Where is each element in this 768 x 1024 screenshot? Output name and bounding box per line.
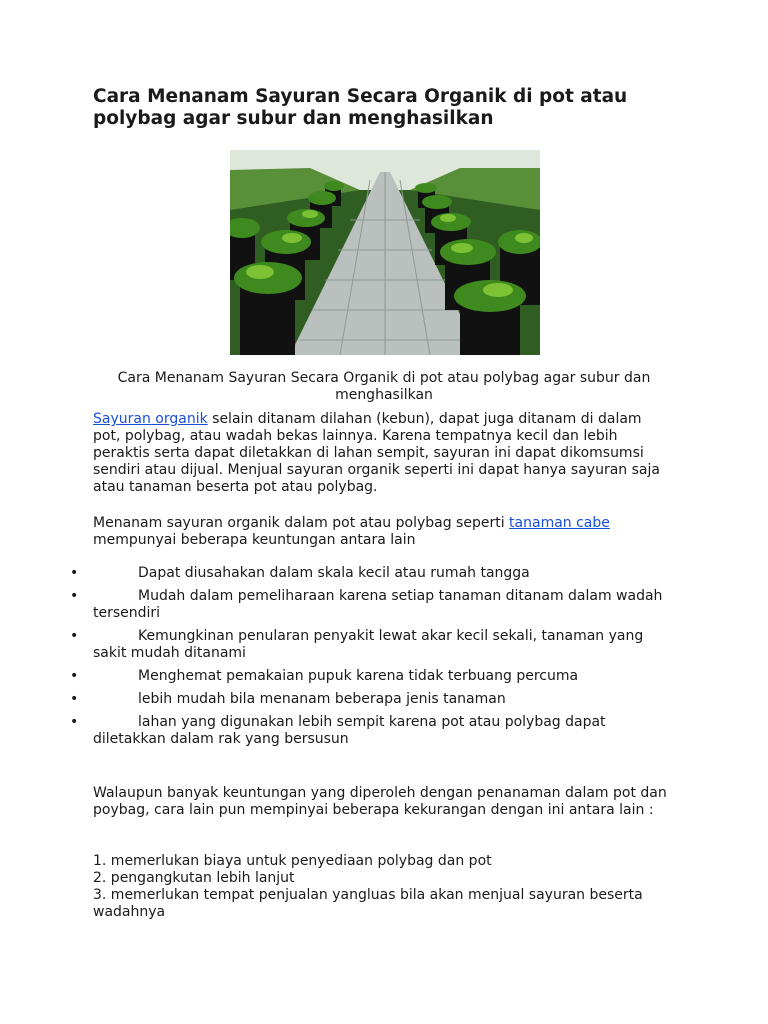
benefits-intro-text: Menanam sayuran organik dalam pot atau polybag seperti [93, 515, 510, 531]
benefits-list [70, 565, 670, 754]
intro-paragraph [93, 411, 668, 496]
bullet-icon: • [70, 565, 79, 581]
drawbacks-intro-paragraph: Walaupun banyak keuntungan yang diperoleh dengan penanaman dalam pot dan poybag, cara lain pun mempinyai beberapa kekurangan dengan ini antara lain : [93, 785, 667, 818]
list-item-text: Kemungkinan penularan penyakit lewat akar kecil sekali, tanaman yang sakit mudah ditanami [93, 628, 644, 661]
list-item-text: Dapat diusahakan dalam skala kecil atau rumah tangga [138, 565, 530, 581]
benefits-intro-paragraph [93, 515, 668, 549]
list-item [70, 668, 670, 685]
list-item [70, 691, 670, 708]
list-item: 3. memerlukan tempat penjualan yangluas bila akan menjual sayuran beserta wadahnya [93, 887, 643, 920]
nursery-photo-icon [230, 150, 540, 355]
list-item-text: lahan yang digunakan lebih sempit karena pot atau polybag dapat diletakkan dalam rak yang bersusun [93, 714, 606, 747]
bullet-icon: • [70, 691, 79, 707]
list-item [70, 588, 670, 622]
benefits-intro-text-end: mempunyai beberapa keuntungan antara lain [93, 532, 416, 548]
list-item: 2. pengangkutan lebih lanjut [93, 870, 295, 886]
bullet-icon: • [70, 628, 79, 644]
list-item: 1. memerlukan biaya untuk penyediaan polybag dan pot [93, 853, 492, 869]
photo-caption: Cara Menanam Sayuran Secara Organik di pot atau polybag agar subur dan menghasilkan [117, 370, 651, 403]
list-item-text: Mudah dalam pemeliharaan karena setiap tanaman ditanam dalam wadah tersendiri [93, 588, 663, 621]
bullet-icon: • [70, 588, 79, 604]
list-item [70, 565, 670, 582]
bullet-icon: • [70, 668, 79, 684]
sayuran-organik-link[interactable]: Sayuran organik [93, 411, 208, 427]
intro-text: selain ditanam dilahan (kebun), dapat juga ditanam di dalam pot, polybag, atau wadah bekas lainnya. Karena tempatnya kecil dan lebih peraktis serta dapat diletakkan di lahan sempit, sayuran ini dapat dikomsumsi sendiri atau dijual. Menjual sayuran organik seperti ini dapat hanya sayuran saja atau tanaman beserta pot atau polybag. [93, 411, 660, 495]
drawbacks-list [93, 853, 668, 921]
list-item-text: Menghemat pemakaian pupuk karena tidak terbuang percuma [138, 668, 579, 684]
bullet-icon: • [70, 714, 79, 730]
list-item-text: lebih mudah bila menanam beberapa jenis tanaman [138, 691, 506, 707]
list-item [70, 714, 670, 748]
article-title: Cara Menanam Sayuran Secara Organik di pot atau polybag agar subur dan menghasilkan [93, 86, 628, 129]
list-item [70, 628, 670, 662]
tanaman-cabe-link[interactable]: tanaman cabe [509, 515, 610, 531]
